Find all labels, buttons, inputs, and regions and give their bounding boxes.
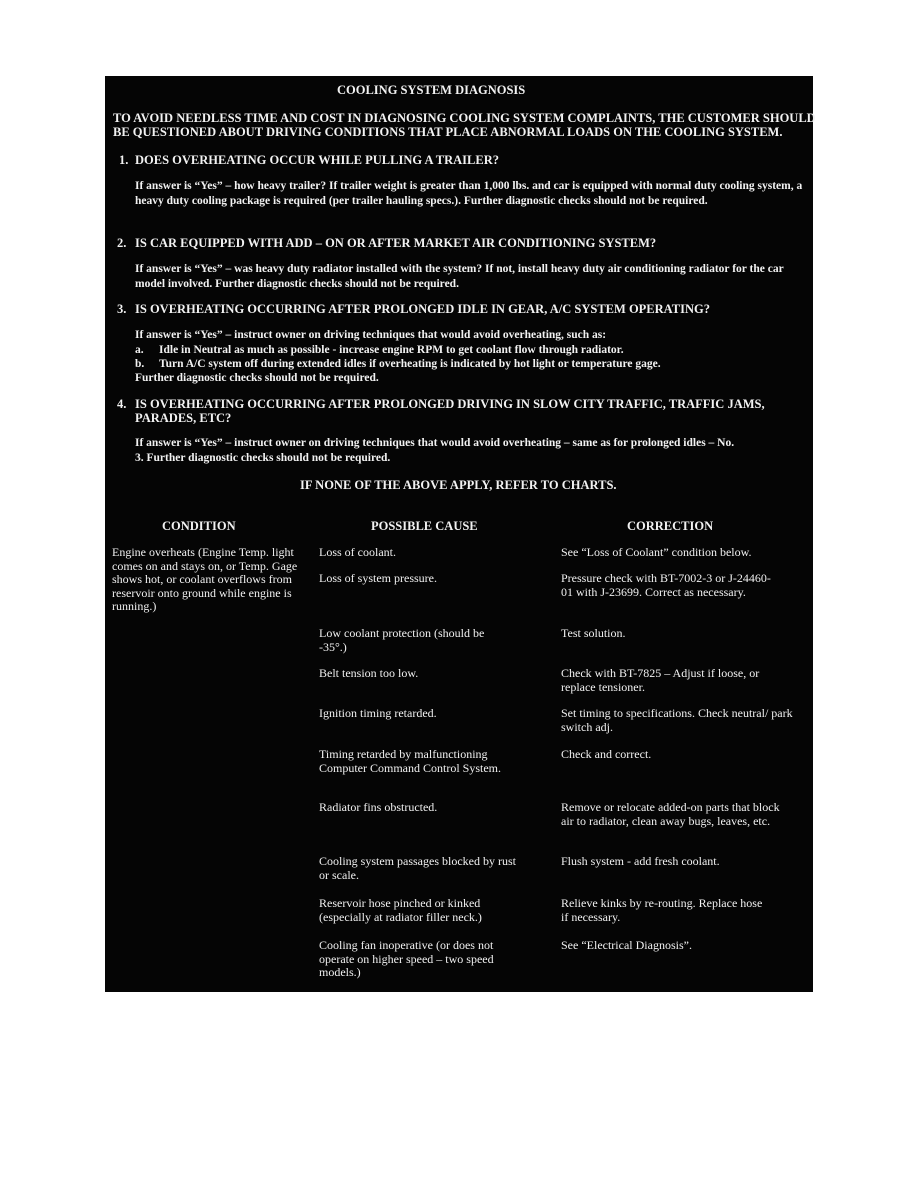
correction-row-2: Pressure check with BT-7002-3 or J-24460-01 with J-23699. Correct as necessary. [561,571,771,599]
correction-row-7: Remove or relocate added-on parts that block air to radiator, clean away bugs, leaves, etc. [561,800,780,828]
question-3-answer-line-1: If answer is “Yes” – instruct owner on driving techniques that would avoid overheating, such as: [135,329,607,341]
question-3-answer-line-4: Further diagnostic checks should not be required. [135,372,379,384]
question-4-number: 4. [117,397,127,411]
question-2-number: 2. [117,236,127,250]
correction-row-9: Relieve kinks by re-routing. Replace hose if necessary. [561,896,763,924]
question-4-text-line-2: PARADES, ETC? [135,411,232,425]
question-1-text: DOES OVERHEATING OCCUR WHILE PULLING A TRAILER? [135,153,499,167]
cause-row-7: Radiator fins obstructed. [319,800,438,814]
cause-row-9: Reservoir hose pinched or kinked (especially at radiator filler neck.) [319,896,482,924]
intro-line-1: TO AVOID NEEDLESS TIME AND COST IN DIAGNOSING COOLING SYSTEM COMPLAINTS, THE CUSTOMER SHOULD [113,111,816,125]
question-3-answer-line-3: Turn A/C system off during extended idles if overheating is indicated by hot light or temperature gage. [159,358,661,370]
refer-to-charts: IF NONE OF THE ABOVE APPLY, REFER TO CHARTS. [300,478,617,492]
question-2-text: IS CAR EQUIPPED WITH ADD – ON OR AFTER MARKET AIR CONDITIONING SYSTEM? [135,236,657,250]
header-correction: CORRECTION [627,519,714,533]
question-4-answer-line-2: 3. Further diagnostic checks should not be required. [135,452,391,464]
intro-line-2: BE QUESTIONED ABOUT DRIVING CONDITIONS THAT PLACE ABNORMAL LOADS ON THE COOLING SYSTEM. [113,125,783,139]
correction-row-3: Test solution. [561,626,626,640]
diagnosis-panel [105,76,816,992]
question-3-sub-label-a: a. [135,344,144,356]
cause-row-4: Belt tension too low. [319,666,419,680]
question-1-answer: If answer is “Yes” – how heavy trailer? If trailer weight is greater than 1,000 lbs. and car is equipped with normal duty cooling system, a heavy duty cooling package is required (per trailer hauling specs.). Further diagnostic checks should not be required. [135,180,803,207]
correction-row-10: See “Electrical Diagnosis”. [561,938,692,952]
cause-row-10: Cooling fan inoperative (or does not operate on higher speed – two speed models.) [319,938,494,979]
correction-row-4: Check with BT-7825 – Adjust if loose, or replace tensioner. [561,666,760,694]
cause-row-2: Loss of system pressure. [319,571,437,585]
question-3-answer-line-2: Idle in Neutral as much as possible - increase engine RPM to get coolant flow through radiator. [159,344,624,356]
header-possible-cause: POSSIBLE CAUSE [371,519,478,533]
question-3-number: 3. [117,302,127,316]
header-condition: CONDITION [162,519,236,533]
question-3-text: IS OVERHEATING OCCURRING AFTER PROLONGED IDLE IN GEAR, A/C SYSTEM OPERATING? [135,302,710,316]
correction-row-6: Check and correct. [561,747,652,761]
cause-row-5: Ignition timing retarded. [319,706,437,720]
condition-cell: Engine overheats (Engine Temp. light comes on and stays on, or Temp. Gage shows hot, or coolant overflows from reservoir onto ground while engine is running.) [112,545,298,613]
question-3-sub-label-b: b. [135,358,145,370]
correction-row-5: Set timing to specifications. Check neutral/ park switch adj. [561,706,793,734]
question-4-text-line-1: IS OVERHEATING OCCURRING AFTER PROLONGED DRIVING IN SLOW CITY TRAFFIC, TRAFFIC JAMS, [135,397,765,411]
correction-row-8: Flush system - add fresh coolant. [561,854,720,868]
question-1-number: 1. [119,153,129,167]
cause-row-3: Low coolant protection (should be -35°.) [319,626,485,654]
cause-row-6: Timing retarded by malfunctioning Computer Command Control System. [319,747,501,775]
page-title: COOLING SYSTEM DIAGNOSIS [337,83,526,97]
question-2-answer: If answer is “Yes” – was heavy duty radiator installed with the system? If not, install heavy duty air conditioning radiator for the car model involved. Further diagnostic checks should not be required. [135,263,784,290]
cause-row-8: Cooling system passages blocked by rust or scale. [319,854,516,882]
question-4-answer-line-1: If answer is “Yes” – instruct owner on driving techniques that would avoid overheating – same as for prolonged idles – No. [135,437,735,449]
correction-row-1: See “Loss of Coolant” condition below. [561,545,752,559]
cause-row-1: Loss of coolant. [319,545,396,559]
